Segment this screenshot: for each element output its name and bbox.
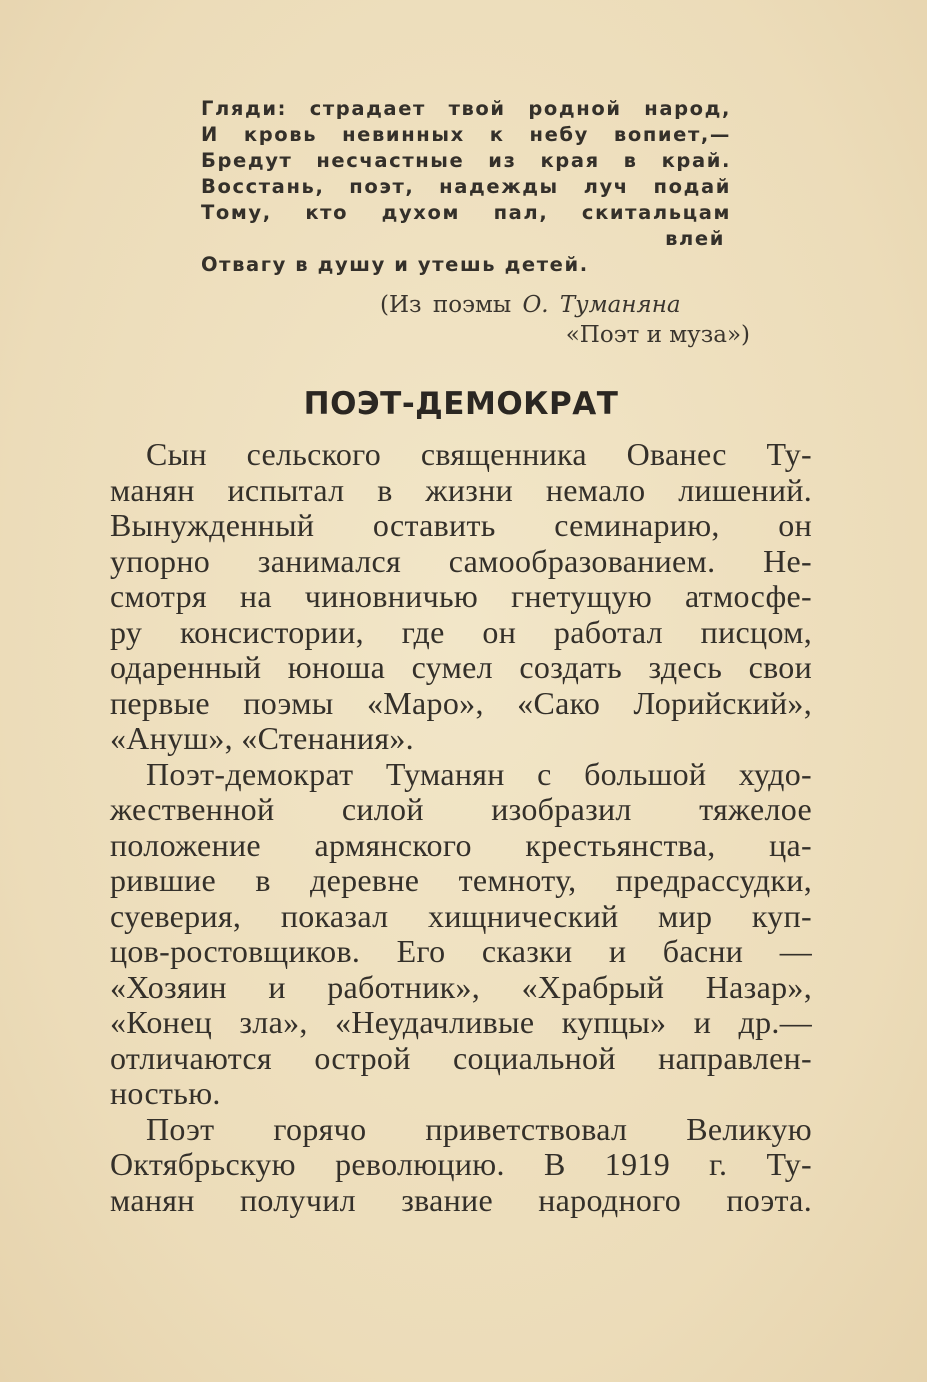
epigraph-line: Гляди: страдает твой родной народ, [201,97,731,120]
text-line: ру консистории, где он работал писцом, [110,613,812,650]
text-line: суеверия, показал хищнический мир куп- [110,897,812,934]
text-line: упорно занимался самообразованием. Не- [110,542,812,579]
text-line: смотря на чиновничью гнетущую атмосфе- [110,578,812,614]
text-line: манян испытал в жизни немало лишений. [110,471,812,508]
chapter-heading: ПОЭТ-ДЕМОКРАТ [303,386,619,422]
epigraph-line: Отвагу в душу и утешь детей. [201,253,589,276]
text-line: положение армянского крестьянства, ца- [110,826,812,863]
text-line: манян получил звание народного поэта. [110,1181,812,1218]
source-prefix: (Из поэмы [380,292,523,318]
text-line: отличаются острой социальной направлен- [110,1039,812,1076]
source-line [380,290,750,320]
text-line: жественной силой изобразил тяжелое [110,791,812,827]
source-author: О. Туманяна [522,292,681,318]
epigraph-line: влей [665,227,725,250]
text-line: одаренный юноша сумел создать здесь свои [110,649,812,685]
text-line: Сын сельского священника Ованес Ту- [146,436,812,472]
epigraph-line: И кровь невинных к небу вопиет,— [201,123,731,146]
text-line: Вынужденный оставить семинарию, он [110,507,812,543]
text-line: Октябрьскую революцию. В 1919 г. Ту- [110,1146,812,1182]
text-line: «Конец зла», «Неудачливые купцы» и др.— [110,1004,812,1040]
text-line: цов-ростовщиков. Его сказки и басни — [110,933,812,969]
epigraph-source [380,290,750,350]
text-line: Поэт-демократ Туманян с большой худо- [146,755,812,792]
epigraph-line: Восстань, поэт, надежды луч подай [201,175,731,198]
text-line: ностью. [110,1075,221,1111]
text-line: Поэт горячо приветствовал Великую [146,1110,812,1147]
source-title: «Поэт и муза») [565,322,750,348]
epigraph-line: Бредут несчастные из края в край. [201,149,731,172]
text-line: «Ануш», «Стенания». [110,720,414,756]
text-line: «Хозяин и работник», «Храбрый Назар», [110,968,812,1005]
epigraph-poem [201,96,731,278]
text-line: первые поэмы «Маро», «Сако Лорийский», [110,684,812,721]
epigraph-line: Тому, кто духом пал, скитальцам [201,201,731,224]
body-text [110,437,812,1218]
text-line: рившие в деревне темноту, предрассудки, [110,862,812,898]
